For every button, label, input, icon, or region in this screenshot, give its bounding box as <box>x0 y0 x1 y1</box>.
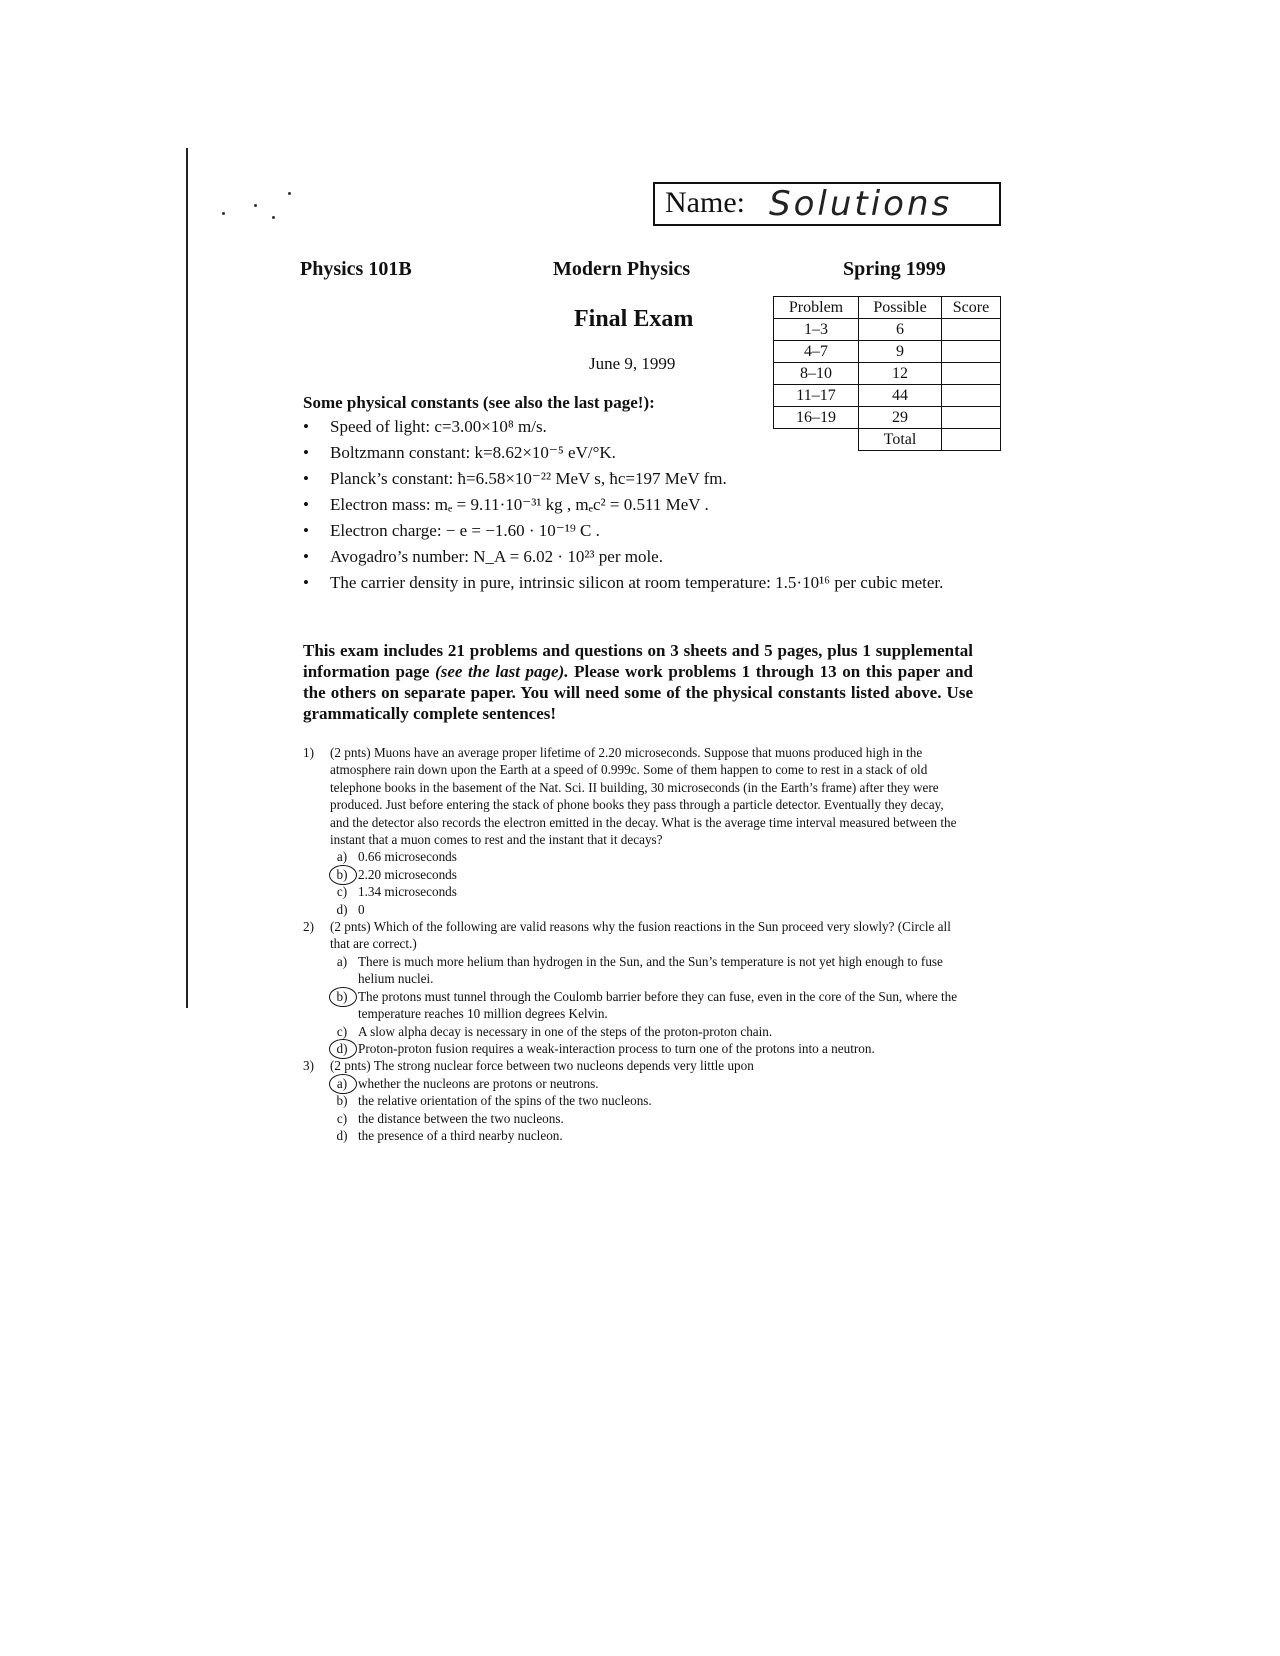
constant-item: • Electron mass: mₑ = 9.11·10⁻³¹ kg , mₑc² = 0.511 MeV . <box>303 494 963 515</box>
constant-item: • Boltzmann constant: k=8.62×10⁻⁵ eV/°K. <box>303 442 963 463</box>
option-text: A slow alpha decay is necessary in one of the steps of the proton-proton chain. <box>358 1023 773 1039</box>
scan-speck <box>254 204 257 207</box>
answer-option <box>330 988 963 1023</box>
option-letter: a) <box>336 953 348 969</box>
possible-points: 29 <box>859 407 942 429</box>
score-cell <box>942 319 1001 341</box>
constants-title: Some physical constants (see also the last page!): <box>303 393 655 412</box>
possible-points: 12 <box>859 363 942 385</box>
option-text: whether the nucleons are protons or neutrons. <box>358 1075 599 1091</box>
answer-option <box>330 901 963 918</box>
option-text: the presence of a third nearby nucleon. <box>358 1127 563 1143</box>
option-letter: d) <box>333 1040 351 1057</box>
option-letter: c) <box>336 884 348 900</box>
instructions-emphasis: (see the last page). <box>435 662 569 681</box>
possible-points: 44 <box>859 385 942 407</box>
answer-option <box>330 1075 963 1092</box>
course-number: Physics 101B <box>300 258 412 280</box>
possible-points: 6 <box>859 319 942 341</box>
score-table-row <box>774 363 1001 385</box>
answer-option <box>330 848 963 865</box>
option-text: 1.34 microseconds <box>358 884 457 900</box>
question-text: (2 pnts) Which of the following are valid reasons why the fusion reactions in the Sun proceed very slowly? (Circle all that are correct.) <box>330 919 951 952</box>
option-letter: a) <box>336 849 348 865</box>
option-text: 0 <box>358 901 365 917</box>
page-margin-rule <box>186 148 188 1008</box>
total-label: Total <box>859 429 942 451</box>
question-item <box>303 744 963 918</box>
problem-range: 8–10 <box>774 363 859 385</box>
question-text: (2 pnts) Muons have an average proper lifetime of 2.20 microseconds. Suppose that muons produced high in the atmosphere rain down upon the Earth at a speed of 0.999c. Some of them happen to come to rest in a stack of old telephone books in the basement of the Nat. Sci. II building, 30 microseconds (in the Earth’s frame) after they were produced. Just before entering the stack of phone books they pass through a particle detector. Eventually they decay, and the detector also records the electron emitted in the decay. What is the average time interval measured between the instant that a muon comes to rest and the instant that it decays? <box>330 745 957 848</box>
name-label: Name: <box>665 186 745 219</box>
column-header-possible: Possible <box>859 297 942 319</box>
question-number: 2) <box>303 919 314 935</box>
term: Spring 1999 <box>843 258 946 280</box>
exam-title: Final Exam <box>574 306 694 332</box>
scan-speck <box>222 212 225 215</box>
problem-range: 1–3 <box>774 319 859 341</box>
score-table-row <box>774 341 1001 363</box>
option-letter: d) <box>336 901 348 917</box>
problem-range: 16–19 <box>774 407 859 429</box>
option-letter: b) <box>333 866 351 883</box>
score-cell <box>942 385 1001 407</box>
exam-instructions <box>303 640 973 724</box>
question-number: 1) <box>303 745 314 760</box>
question-number: 3) <box>303 1058 314 1074</box>
answer-option <box>330 883 963 900</box>
option-letter: b) <box>333 988 351 1005</box>
score-table-header-row <box>774 297 1001 319</box>
option-text: The protons must tunnel through the Coulomb barrier before they can fuse, even in the core of the Sun, where the temperature reaches 10 million degrees Kelvin. <box>358 988 958 1022</box>
problem-range: 11–17 <box>774 385 859 407</box>
possible-points: 9 <box>859 341 942 363</box>
option-text: the relative orientation of the spins of the two nucleons. <box>358 1093 652 1109</box>
constant-item: • The carrier density in pure, intrinsic silicon at room temperature: 1.5·10¹⁶ per cubic meter. <box>303 572 963 593</box>
course-subject: Modern Physics <box>553 258 691 280</box>
answer-option <box>330 1092 963 1109</box>
option-letter: b) <box>336 1093 348 1109</box>
answer-option <box>330 1040 963 1057</box>
exam-date: June 9, 1999 <box>589 354 676 373</box>
constant-item: • Speed of light: c=3.00×10⁸ m/s. <box>303 416 963 437</box>
answer-option <box>330 866 963 883</box>
constants-list <box>303 416 963 598</box>
option-letter: d) <box>336 1127 348 1143</box>
option-text: 2.20 microseconds <box>358 866 457 882</box>
instructions-text: Please work problems 1 through 13 on this paper and the others on separate paper. You will need some of the physical constants listed above. Use grammatically complete sentences! <box>303 662 974 723</box>
option-text: There is much more helium than hydrogen in the Sun, and the Sun’s temperature is not yet high enough to fuse helium nuclei. <box>358 953 943 987</box>
column-header-problem: Problem <box>774 297 859 319</box>
constant-item: • Electron charge: − e = −1.60 · 10⁻¹⁹ C . <box>303 520 963 541</box>
option-text: the distance between the two nucleons. <box>358 1110 564 1126</box>
answer-option <box>330 1110 963 1127</box>
problem-range: 4–7 <box>774 341 859 363</box>
instructions-text: This exam includes 21 problems and questions on 3 sheets and 5 pages, plus 1 supplemental information page <box>303 641 973 681</box>
question-item <box>303 1057 963 1144</box>
name-box <box>653 182 1001 226</box>
score-cell <box>942 341 1001 363</box>
score-cell <box>942 363 1001 385</box>
score-table-row <box>774 319 1001 341</box>
score-table-row <box>774 385 1001 407</box>
answer-option <box>330 1023 963 1040</box>
constant-item: • Planck’s constant: ħ=6.58×10⁻²² MeV s, ħc=197 MeV fm. <box>303 468 963 489</box>
question-text: (2 pnts) The strong nuclear force between two nucleons depends very little upon <box>330 1058 754 1074</box>
answer-option <box>330 1127 963 1144</box>
column-header-score: Score <box>942 297 1001 319</box>
option-letter: a) <box>333 1075 351 1092</box>
question-item <box>303 918 963 1057</box>
answer-option <box>330 953 963 988</box>
option-text: 0.66 microseconds <box>358 849 457 865</box>
constant-item: • Avogadro’s number: N_A = 6.02 · 10²³ per mole. <box>303 546 963 567</box>
option-letter: c) <box>336 1023 348 1039</box>
scan-speck <box>288 192 291 195</box>
scan-speck <box>272 216 275 219</box>
question-list <box>303 744 963 1144</box>
option-letter: c) <box>336 1110 348 1126</box>
handwritten-signature: Solutions <box>769 184 953 224</box>
option-text: Proton-proton fusion requires a weak-interaction process to turn one of the protons into a neutron. <box>358 1040 875 1056</box>
